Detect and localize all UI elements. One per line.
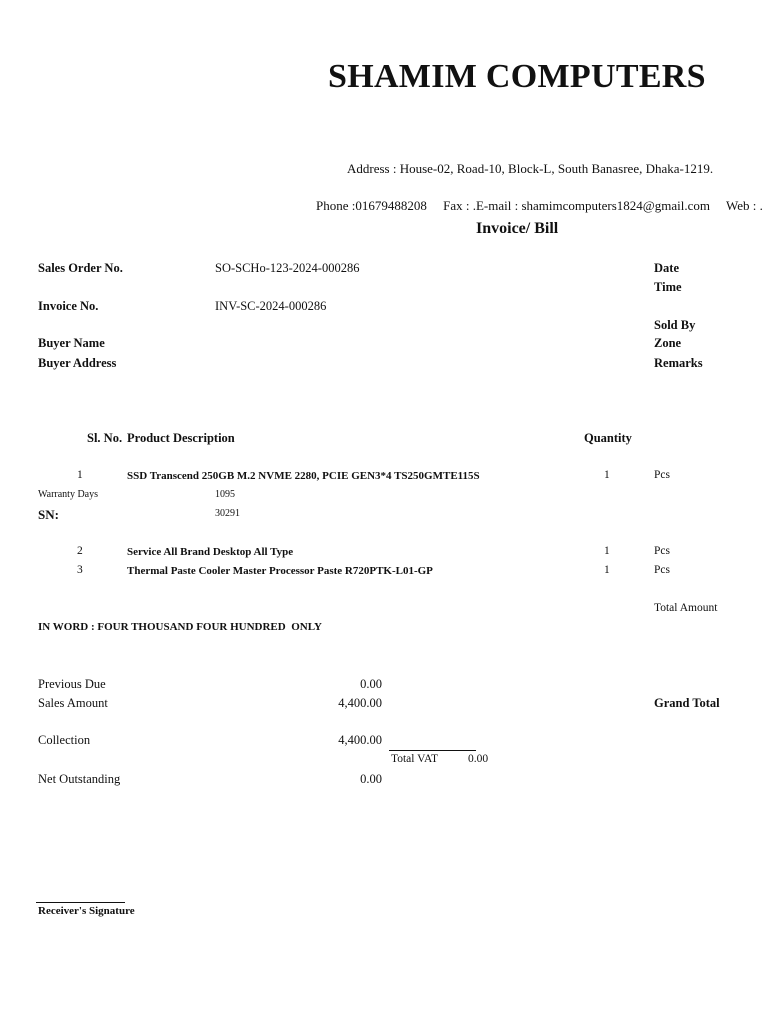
item-sl: 2 xyxy=(77,545,83,557)
signature-line xyxy=(36,902,125,903)
collection-label: Collection xyxy=(38,733,91,747)
sn-label: SN: xyxy=(38,507,59,522)
net-outstanding-label: Net Outstanding xyxy=(38,772,121,786)
total-vat-value: 0.00 xyxy=(468,753,489,765)
previous-due-value: 0.00 xyxy=(360,677,382,691)
zone-label: Zone xyxy=(654,336,682,350)
grand-total-label: Grand Total xyxy=(654,696,720,710)
net-outstanding-value: 0.00 xyxy=(360,772,382,786)
previous-due-label: Previous Due xyxy=(38,677,106,691)
invoice-label: Invoice No. xyxy=(38,299,99,313)
item-quantity: 1 xyxy=(604,564,610,576)
date-label: Date xyxy=(654,261,679,275)
total-vat-label: Total VAT xyxy=(391,753,439,765)
buyer-address-label: Buyer Address xyxy=(38,356,117,370)
col-sl-header: Sl. No. xyxy=(87,431,123,445)
time-label: Time xyxy=(654,280,682,294)
document-title: Invoice/ Bill xyxy=(476,220,559,237)
buyer-name-label: Buyer Name xyxy=(38,336,105,350)
vat-divider xyxy=(389,750,476,751)
warranty-value: 1095 xyxy=(215,489,235,500)
collection-value: 4,400.00 xyxy=(338,733,382,747)
sales-order-label: Sales Order No. xyxy=(38,261,123,275)
sold-by-label: Sold By xyxy=(654,318,696,332)
col-desc-header: Product Description xyxy=(127,431,235,445)
item-description: Service All Brand Desktop All Type xyxy=(127,546,294,558)
sales-order-value: SO-SCHo-123-2024-000286 xyxy=(215,261,360,275)
item-unit: Pcs xyxy=(654,564,670,576)
remarks-label: Remarks xyxy=(654,356,703,370)
col-qty-header: Quantity xyxy=(584,431,632,445)
receiver-signature-label: Receiver's Signature xyxy=(38,905,135,917)
item-quantity: 1 xyxy=(604,469,610,481)
sales-amount-label: Sales Amount xyxy=(38,696,108,710)
invoice-value: INV-SC-2024-000286 xyxy=(215,299,327,313)
warranty-label: Warranty Days xyxy=(38,489,99,500)
item-description: Thermal Paste Cooler Master Processor Paste R720PTK-L01-GP xyxy=(127,565,433,577)
item-description: SSD Transcend 250GB M.2 NVME 2280, PCIE GEN3*4 TS250GMTE115S xyxy=(127,470,480,482)
total-amount-label: Total Amount xyxy=(654,602,718,614)
company-name: SHAMIM COMPUTERS xyxy=(328,58,706,95)
company-contact: Phone :01679488208 Fax : .E-mail : shamimcomputers1824@gmail.com Web : . xyxy=(316,198,763,213)
item-sl: 3 xyxy=(77,564,83,576)
sales-amount-value: 4,400.00 xyxy=(338,696,382,710)
item-quantity: 1 xyxy=(604,545,610,557)
amount-in-words: IN WORD : FOUR THOUSAND FOUR HUNDRED ONLY xyxy=(38,621,322,633)
company-address: Address : House-02, Road-10, Block-L, South Banasree, Dhaka-1219. xyxy=(347,161,714,176)
sn-value: 30291 xyxy=(215,508,240,519)
item-unit: Pcs xyxy=(654,469,670,481)
item-sl: 1 xyxy=(77,469,83,481)
item-unit: Pcs xyxy=(654,545,670,557)
